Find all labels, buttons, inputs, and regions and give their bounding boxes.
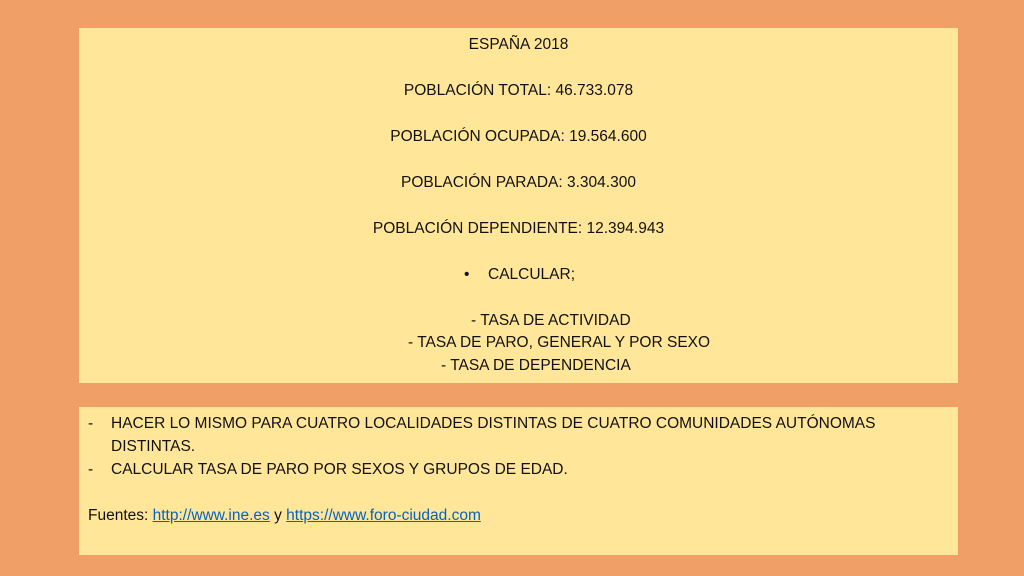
bullet-icon: • xyxy=(464,266,470,283)
task-item-1-line-1: HACER LO MISMO PARA CUATRO LOCALIDADES DISTINTAS DE CUATRO COMUNIDADES AUTÓNOMAS xyxy=(111,415,876,432)
tasa-dependencia-item: - TASA DE DEPENDENCIA xyxy=(441,357,631,374)
tasa-actividad-item: - TASA DE ACTIVIDAD xyxy=(471,312,631,329)
tasks-panel xyxy=(79,407,958,555)
poblacion-parada: POBLACIÓN PARADA: 3.304.300 xyxy=(401,174,636,191)
task-item-2: CALCULAR TASA DE PARO POR SEXOS Y GRUPOS DE EDAD. xyxy=(111,461,568,478)
dash-marker: - xyxy=(88,415,94,432)
panel-title: ESPAÑA 2018 xyxy=(468,36,569,53)
sources-connector: y xyxy=(269,507,287,524)
link-foro-ciudad[interactable]: https://www.foro-ciudad.com xyxy=(286,507,481,524)
tasa-paro-item: - TASA DE PARO, GENERAL Y POR SEXO xyxy=(408,334,711,351)
task-item-1-line-2: DISTINTAS. xyxy=(111,438,196,455)
sources-line xyxy=(88,507,481,525)
poblacion-total: POBLACIÓN TOTAL: 46.733.078 xyxy=(403,82,634,99)
calcular-heading: CALCULAR; xyxy=(488,266,575,283)
sources-label: Fuentes: xyxy=(88,507,153,524)
summary-panel xyxy=(79,28,958,383)
link-ine[interactable]: http://www.ine.es xyxy=(152,507,270,524)
poblacion-dependiente: POBLACIÓN DEPENDIENTE: 12.394.943 xyxy=(372,220,665,237)
dash-marker: - xyxy=(88,461,94,478)
poblacion-ocupada: POBLACIÓN OCUPADA: 19.564.600 xyxy=(390,128,647,145)
